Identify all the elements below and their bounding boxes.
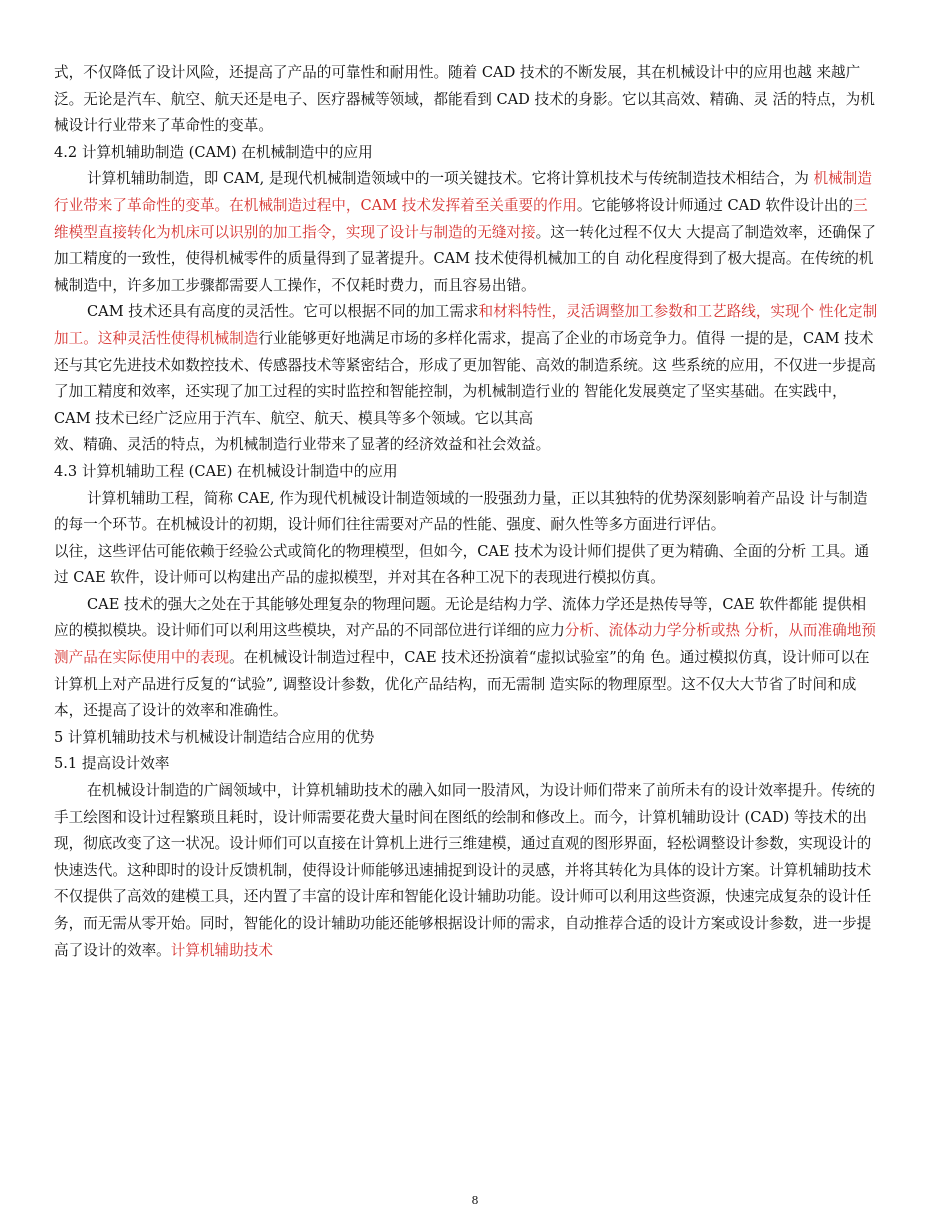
paragraph-cam-benefits: 效、精确、灵活的特点，为机械制造行业带来了显著的经济效益和社会效益。 — [54, 436, 551, 454]
heading-4-2-cam: 4.2 计算机辅助制造 (CAM) 在机械制造中的应用 — [54, 143, 373, 161]
highlight-text: 分析、流体动力学分析或热 分析，从而准确地预测产品在实际使用中的表现 — [54, 622, 876, 667]
highlight-text: 机械制造行业带来了革命性的变革。在机械制造过程中，CAM 技术发挥着至关重要的作用 — [54, 170, 872, 214]
document-page — [54, 60, 878, 964]
highlight-text: 计算机辅助技术 — [170, 941, 273, 959]
highlight-text: 三维模型直接转化为机床可以识别的加工指令，实现了设计与制造的无缝对接 — [54, 196, 868, 241]
heading-4-3-cae: 4.3 计算机辅助工程 (CAE) 在机械设计制造中的应用 — [54, 462, 398, 480]
heading-5-advantages: 5 计算机辅助技术与机械设计制造结合应用的优势 — [54, 728, 375, 746]
paragraph-cam-flexibility: CAM 技术还具有高度的灵活性。它可以根据不同的加工需求和材料特性，灵活调整加工参数和工艺路线，实现个 性化定制加工。这种灵活性使得机械制造行业能够更好地满足市场的多样化需求，提高了企业的市场竞争力。值得 一提的是，CAM 技术还与其它先进技术如数控技术、传感器技术等紧密结合，形成了更加智能、高效的制造系统。这 些系统的应用，不仅进一步提高了加工精度和效率，还实现了加工过程的实时监控和智能控制，为机械制造行业的 智能化发展奠定了坚实基础。在实践中，CAM 技术已经广泛应用于汽车、航空、航天、模具等多个领域。它以其高 — [54, 303, 878, 427]
paragraph-cae-tools: 以往，这些评估可能依赖于经验公式或简化的物理模型，但如今，CAE 技术为设计师们提供了更为精确、全面的分析 工具。通过 CAE 软件，设计师可以构建出产品的虚拟模型，并对其在各种工况下的表现进行模拟仿真。 — [54, 542, 870, 587]
paragraph-cae-intro: 计算机辅助工程，简称 CAE, 作为现代机械设计制造领域的一股强劲力量，正以其独特的优势深刻影响着产品设 计与制造的每一个环节。在机械设计的初期，设计师们往往需要对产品的性能、强度、耐久性等多方面进行评估。 — [54, 489, 868, 534]
heading-5-1-efficiency: 5.1 提高设计效率 — [54, 755, 170, 773]
paragraph-cad-summary: 式，不仅降低了设计风险，还提高了产品的可靠性和耐用性。随着 CAD 技术的不断发展，其在机械设计中的应用也越 来越广泛。无论是汽车、航空、航天还是电子、医疗器械等领域，都能看到 CAD 技术的身影。它以其高效、精确、灵 活的特点，为机械设计行业带来了革命性的变革。 — [54, 64, 875, 135]
paragraph-efficiency: 在机械设计制造的广阔领域中，计算机辅助技术的融入如同一股清风，为设计师们带来了前所未有的设计效率提升。传统的手工绘图和设计过程繁琐且耗时，设计师需要花费大量时间在图纸的绘制和修改上。而今，计算机辅助设计 (CAD) 等技术的出现，彻底改变了这一状况。设计师们可以直接在计算机上进行三维建模，通过直观的图形界面，轻松调整设计参数，实现设计的快速迭代。这种即时的设计反馈机制，使得设计师能够迅速捕捉到设计的灵感，并将其转化为具体的设计方案。计算机辅助技术不仅提供了高效的建模工具，还内置了丰富的设计库和智能化设计辅助功能。设计师可以利用这些资源，快速完成复杂的设计任务，而无需从零开始。同时，智能化的设计辅助功能还能够根据设计师的需求，自动推荐合适的设计方案或设计参数，进一步提高了设计的效率。计算机辅助技术 — [54, 782, 876, 959]
paragraph-cae-power: CAE 技术的强大之处在于其能够处理复杂的物理问题。无论是结构力学、流体力学还是热传导等，CAE 软件都能 提供相应的模拟模块。设计师们可以利用这些模块，对产品的不同部位进行详细的应力分析、流体动力学分析或热 分析，从而准确地预测产品在实际使用中的表现。在机械设计制造过程中，CAE 技术还扮演着“虚拟试验室”的角 色。通过模拟仿真，设计师可以在计算机上对产品进行反复的“试验”, 调整设计参数，优化产品结构，而无需制 造实际的物理原型。这不仅大大节省了时间和成本，还提高了设计的效率和准确性。 — [54, 595, 876, 720]
highlight-text: 和材料特性，灵活调整加工参数和工艺路线，实现个 性化定制加工。这种灵活性使得机械制造 — [54, 303, 878, 347]
page-number: 8 — [471, 1194, 479, 1207]
paragraph-cam-intro: 计算机辅助制造，即 CAM, 是现代机械制造领域中的一项关键技术。它将计算机技术与传统制造技术相结合，为 机械制造行业带来了革命性的变革。在机械制造过程中，CAM 技术发挥着至关重要的作用。它能够将设计师通过 CAD 软件设计出的三维模型直接转化为机床可以识别的加工指令，实现了设计与制造的无缝对接。这一转化过程不仅大 大提高了制造效率，还确保了加工精度的一致性，使得机械零件的质量得到了显著提升。CAM 技术使得机械加工的自 动化程度得到了极大提高。在传统的机械制造中，许多加工步骤都需要人工操作，不仅耗时费力，而且容易出错。 — [54, 170, 876, 294]
